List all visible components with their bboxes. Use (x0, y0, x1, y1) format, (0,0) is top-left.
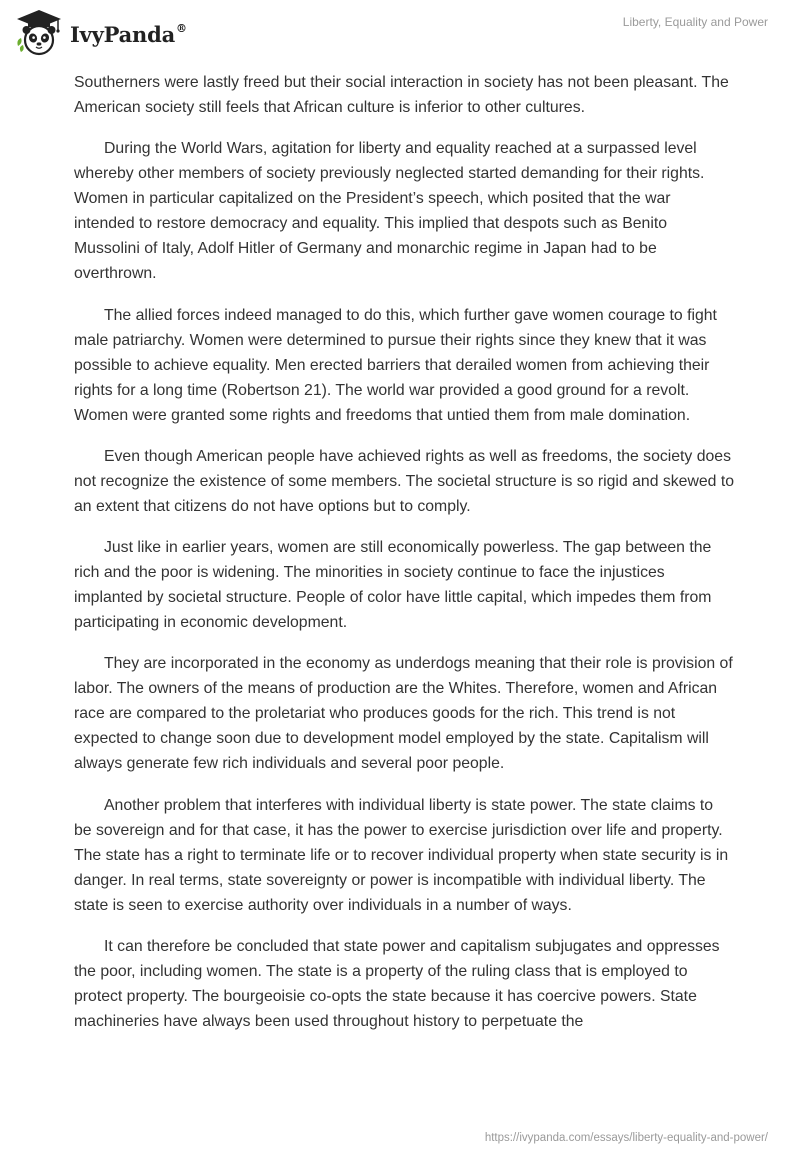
registered-mark: ® (176, 21, 187, 35)
document-title: Liberty, Equality and Power (622, 15, 768, 29)
ivypanda-logo-link[interactable] (14, 8, 187, 58)
brand-name: IvyPanda® (70, 21, 187, 47)
paragraph-3: The allied forces indeed managed to do this, which further gave women courage to fight male patriarchy. Women were determined to pursue their rights since they knew that it was possible to achieve equality. Men erected barriers that derailed women from achieving their rights for a long time (Robertson 21). The world war provided a good ground for a revolt. Women were granted some rights and freedoms that untied them from male domination. (74, 306, 717, 424)
paragraph-5: Just like in earlier years, women are still economically powerless. The gap between the rich and the poor is widening. The minorities in society continue to face the injustices implanted by societal structure. People of color have little capital, which impedes them from participating in economic development. (74, 539, 712, 632)
paragraph-8: It can therefore be concluded that state power and capitalism subjugates and oppresses the poor, including women. The state is a property of the ruling class that is employed to protect property. The bourgeoisie co-opts the state because it has coercive powers. State machineries have always been used throughout history to perpetuate the (74, 938, 720, 1031)
panda-graduation-cap-icon (14, 8, 64, 58)
source-url-link[interactable]: https://ivypanda.com/essays/liberty-equality-and-power/ (484, 1132, 768, 1144)
paragraph-6: They are incorporated in the economy as underdogs meaning that their role is provision of labor. The owners of the means of production are the Whites. Therefore, women and African race are compared to the proletariat who produces goods for the rich. This trend is not expected to change soon due to development model employed by the state. Capitalism will always generate few rich individuals and several poor people. (74, 655, 733, 773)
paragraph-1: Southerners were lastly freed but their social interaction in society has not been pleasant. The American society still feels that African culture is inferior to other cultures. (74, 74, 729, 116)
paragraph-7: Another problem that interferes with individual liberty is state power. The state claims to be sovereign and for that case, it has the power to exercise jurisdiction over life and property. The state has a right to terminate life or to recover individual property when state security is in danger. In real terms, state sovereignty or power is incompatible with individual liberty. The state is seen to exercise authority over individuals in a number of ways. (74, 796, 729, 914)
essay-body (74, 70, 734, 1050)
page-header (0, 0, 800, 64)
paragraph-4: Even though American people have achieved rights as well as freedoms, the society does not recognize the existence of some members. The societal structure is so rigid and skewed to an extent that citizens do not have options but to comply. (74, 447, 734, 515)
paragraph-2: During the World Wars, agitation for liberty and equality reached at a surpassed level whereby other members of society previously neglected started demanding for their rights. Women in particular capitalized on the President’s speech, which posited that the war intended to restore democracy and equality. This implied that despots such as Benito Mussolini of Italy, Adolf Hitler of Germany and monarchic regime in Japan had to be overthrown. (74, 140, 705, 283)
